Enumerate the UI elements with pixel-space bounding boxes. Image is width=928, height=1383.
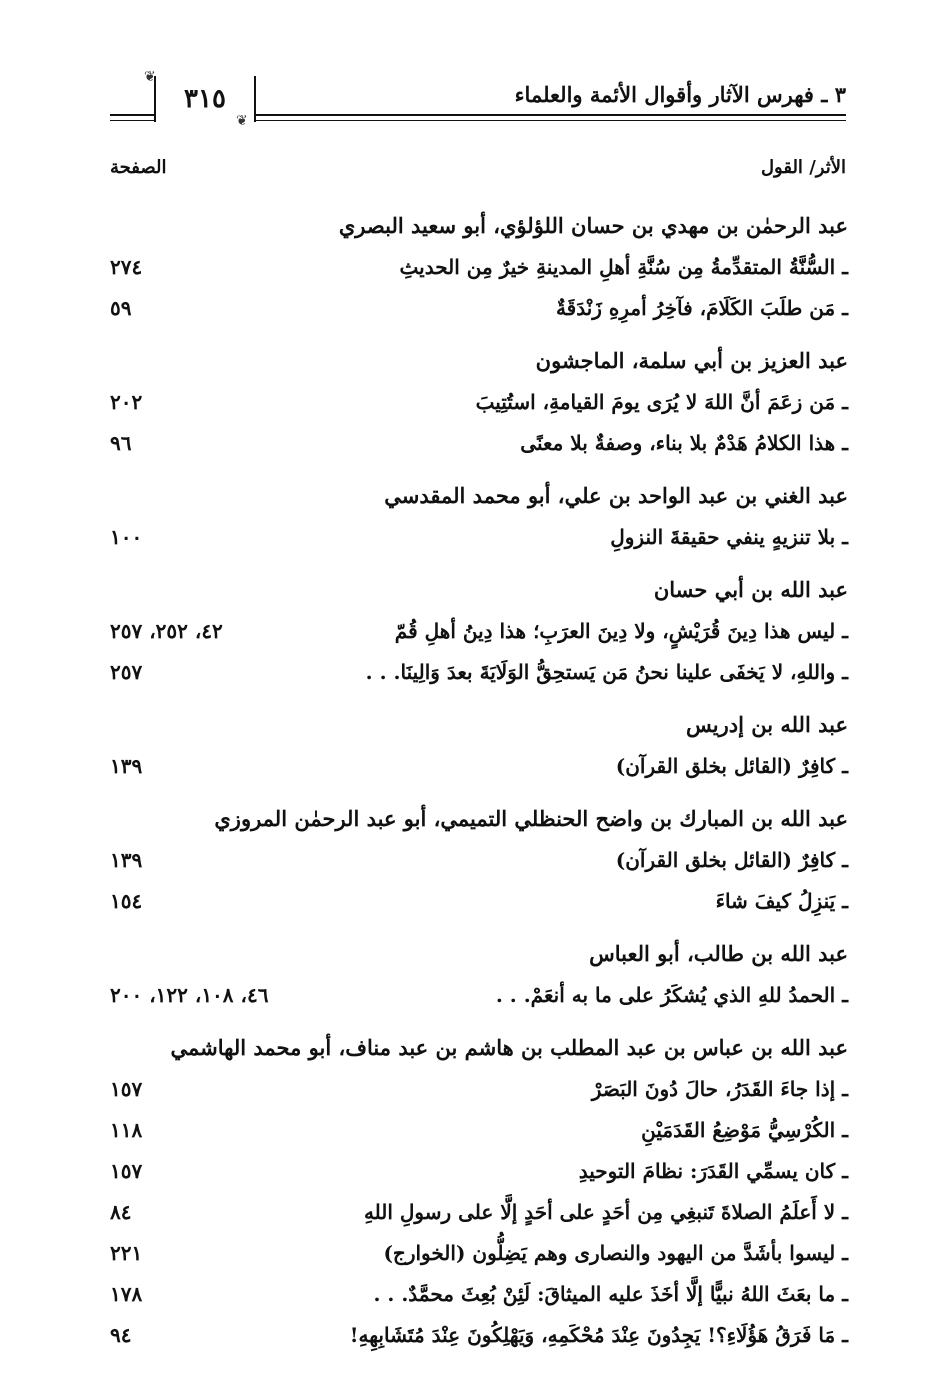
- quote-row: [110, 610, 848, 651]
- page-reference: ٥٩: [110, 295, 132, 320]
- page-reference: ١١٨: [110, 1117, 143, 1142]
- page-reference: ٢٥٧: [110, 659, 143, 684]
- quote-row: [110, 422, 848, 463]
- quote-row: [110, 516, 848, 557]
- quote-row: [110, 1314, 848, 1355]
- quote-text: ـ ليس هذا دِينَ قُرَيْشٍ، ولا دِينَ العرَبِ؛ هذا دِينُ أهلِ قُمّ: [394, 618, 848, 643]
- quote-text: ـ مَن طلَبَ الكَلَامَ، فآخِرُ أمرِهِ زَنْدَقَةٌ: [555, 295, 848, 320]
- index-entry: [110, 340, 848, 463]
- quote-text: ـ لا أَعلَمُ الصلاةَ تَنبغِي مِن أحَدٍ على أحَدٍ إلَّا على رسولِ اللهِ: [363, 1199, 848, 1224]
- page-reference: ٤٦، ١٠٨، ١٢٢، ٢٠٠: [110, 982, 269, 1007]
- page-reference: ٢٢١: [110, 1240, 143, 1265]
- quote-text: ـ يَنزِلُ كيفَ شاءَ: [715, 888, 848, 913]
- quote-text: ـ مَا فَرَقُ هَؤُلَاءِ؟! يَجِدُونَ عِنْدَ مُحْكَمِهِ، وَيَهْلِكُونَ عِنْدَ مُتَشَابِهِهِ!: [349, 1322, 848, 1347]
- column-header-quote: الأثر/ القول: [760, 157, 846, 178]
- page-reference: ٨٤: [110, 1199, 132, 1224]
- quote-text: ـ السُّنَّةُ المتقدِّمةُ مِن سُنَّةِ أهلِ المدينةِ خيرٌ مِن الحديثِ: [399, 254, 848, 279]
- index-entries: [110, 205, 848, 1367]
- running-header: [110, 69, 846, 136]
- flourish-ornament-icon: ❦: [144, 69, 156, 85]
- quote-text: ـ كافِرٌ (القائل بخلق القرآن): [615, 847, 848, 872]
- page-reference: ٩٤: [110, 1322, 132, 1347]
- page-reference: ٢٧٤: [110, 254, 143, 279]
- page-number: ٣١٥: [184, 84, 226, 114]
- quote-text: ـ كافِرٌ (القائل بخلق القرآن): [615, 753, 848, 778]
- index-entry: [110, 798, 848, 921]
- index-entry: [110, 933, 848, 1015]
- quote-row: [110, 651, 848, 692]
- quote-row: [110, 1150, 848, 1191]
- author-name: عبد الغني بن عبد الواحد بن علي، أبو محمد المقدسي: [384, 483, 848, 508]
- author-name: عبد الله بن المبارك بن واضح الحنظلي التميمي، أبو عبد الرحمٰن المروزي: [214, 806, 848, 831]
- quote-text: ـ بلا تنزيهٍ ينفي حقيقةَ النزولِ: [610, 524, 848, 549]
- page-reference: ١٧٨: [110, 1281, 143, 1306]
- index-title: ٣ ـ فهرس الآثار وأقوال الأئمة والعلماء: [514, 82, 846, 107]
- column-header-page: الصفحة: [110, 157, 167, 178]
- index-entry: [110, 1027, 848, 1355]
- index-entry: [110, 205, 848, 328]
- page-reference: ١٥٤: [110, 888, 143, 913]
- page-reference: ١٠٠: [110, 524, 143, 549]
- author-name: عبد الله بن إدريس: [685, 712, 848, 737]
- quote-row: [110, 246, 848, 287]
- author-name: عبد الله بن أبي حسان: [653, 577, 848, 602]
- quote-row: [110, 1232, 848, 1273]
- index-entry: [110, 704, 848, 786]
- quote-row: [110, 839, 848, 880]
- quote-row: [110, 287, 848, 328]
- quote-text: ـ واللهِ، لا يَخفَى علينا نحنُ مَن يَستحِقُّ الوَلَايَةَ بعدَ وَالِينَا. . .: [365, 659, 848, 684]
- author-name: عبد الرحمٰن بن مهدي بن حسان اللؤلؤي، أبو سعيد البصري: [338, 213, 848, 238]
- index-entry: [110, 569, 848, 692]
- quote-row: [110, 1068, 848, 1109]
- quote-row: [110, 1109, 848, 1150]
- quote-row: [110, 381, 848, 422]
- author-name: عبد الله بن طالب، أبو العباس: [589, 941, 848, 966]
- quote-text: ـ كان يسمِّي القَدَرَ: نظامَ التوحيدِ: [578, 1158, 848, 1183]
- page-reference: ٩٦: [110, 430, 132, 455]
- quote-text: ـ الكُرْسِيُّ مَوْضِعُ القَدَمَيْنِ: [641, 1117, 848, 1142]
- page-reference: ١٣٩: [110, 753, 143, 778]
- page-reference: ١٣٩: [110, 847, 143, 872]
- flourish-ornament-icon: ❦: [236, 113, 248, 129]
- index-entry: [110, 475, 848, 557]
- quote-text: ـ مَن زعَمَ أنَّ اللهَ لا يُرَى يومَ القيامةِ، استُتِيبَ: [475, 389, 848, 414]
- quote-text: ـ هذا الكلامُ هَدْمٌ بلا بناء، وصفةٌ بلا معنًى: [520, 430, 848, 455]
- page-reference: ٢٠٢: [110, 389, 143, 414]
- quote-row: [110, 880, 848, 921]
- author-name: عبد الله بن عباس بن عبد المطلب بن هاشم بن عبد مناف، أبو محمد الهاشمي: [170, 1035, 848, 1060]
- quote-row: [110, 1191, 848, 1232]
- quote-row: [110, 974, 848, 1015]
- page-reference: ٤٢، ٢٥٢، ٢٥٧: [110, 618, 223, 643]
- quote-text: ـ إذا جاءَ القَدَرُ، حالَ دُونَ البَصَرْ: [591, 1076, 848, 1101]
- page-reference: ١٥٧: [110, 1158, 143, 1183]
- author-name: عبد العزيز بن أبي سلمة، الماجشون: [535, 348, 848, 373]
- quote-text: ـ ما بعَثَ اللهُ نبيًّا إلَّا أخَذَ عليه الميثاقَ: لَئِنْ بُعِثَ محمَّدٌ. . .: [373, 1281, 848, 1306]
- quote-text: ـ الحمدُ للهِ الذي يُشكَرُ على ما به أنعَمْ. . .: [495, 982, 848, 1007]
- quote-text: ـ ليسوا بأشَدَّ من اليهود والنصارى وهم يَضِلُّون (الخوارج): [383, 1240, 848, 1265]
- quote-row: [110, 1273, 848, 1314]
- quote-row: [110, 745, 848, 786]
- page-reference: ١٥٧: [110, 1076, 143, 1101]
